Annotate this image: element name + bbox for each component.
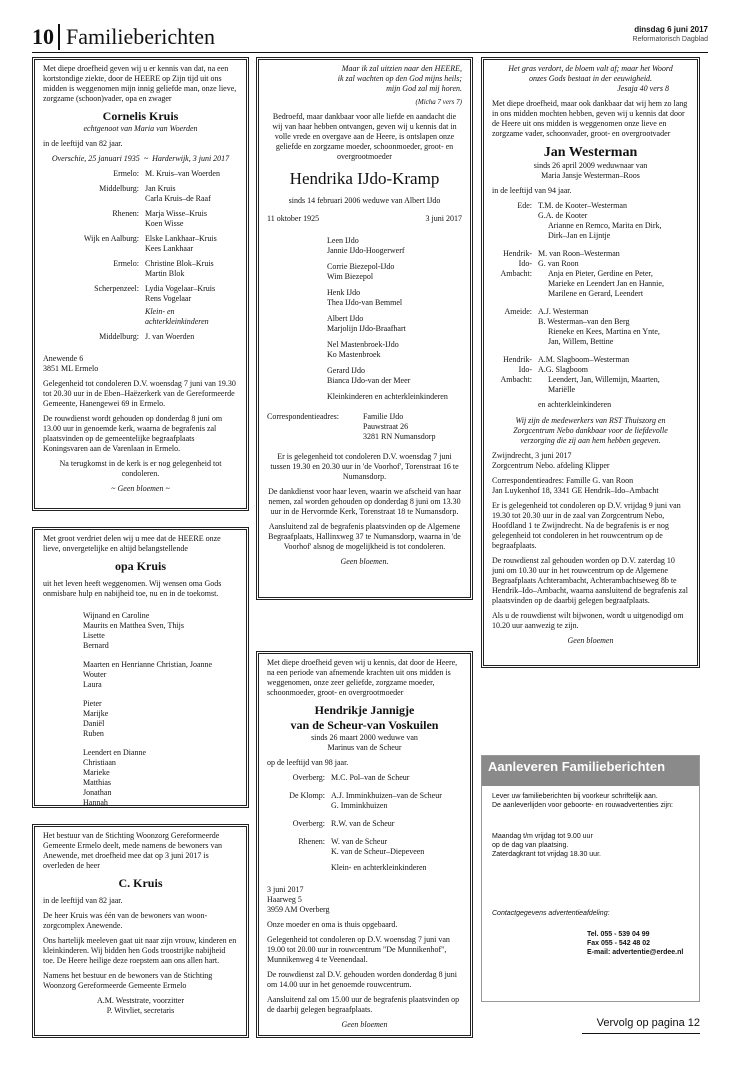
bible-verse: Het gras verdort, de bloem valt af; maar het Woord onzes Gods bestaat in der eeuwigheid. xyxy=(508,64,673,83)
flowers-note: Geen bloemen. xyxy=(340,557,389,566)
life-dates: 11 oktober 1925 3 juni 2017 xyxy=(267,214,462,223)
family-group: Leendert en Dianne Christiaan Marieke Matthias Jonathan Hannah xyxy=(83,748,147,807)
laid-out-line: Onze moeder en oma is thuis opgebaard. xyxy=(267,920,398,929)
family-entry: Overberg: M.C. Pol–van de Scheur xyxy=(292,773,410,782)
family-list xyxy=(267,773,462,873)
burial-text: Aansluitend zal de begrafenis plaatsvinden op de Algemene Begraafplaats, Hallinxweg 37 te Numansdorp, waarna in 'de Voorhof' alsnog de mogelijkheid is tot condoleren. xyxy=(268,522,461,551)
header-divider xyxy=(58,24,60,50)
deceased-name: opa Kruis xyxy=(114,559,166,573)
notice-c-kruis xyxy=(32,824,249,1038)
family-entry: Gerard IJdo Bianca IJdo-van der Meer xyxy=(327,366,411,385)
deceased-name: Jan Westerman xyxy=(543,145,638,160)
notice-text: Ons hartelijk meeleven gaat uit naar zijn vrouw, kinderen en kleinkinderen. Wij bidden hen Gods troostrijke nabijheid toe. De Heere heilige deze roepstem aan ons allen hart. xyxy=(43,936,237,965)
family-entry: Hendrik-Ido-Ambacht: A.M. Slagboom–Westerman A.G. Slagboom Leendert, Jan, Willemijn, Maarten, Mariëlle xyxy=(500,355,660,394)
condolence-text: Gelegenheid tot condoleren D.V. woensdag 7 juni van 19.30 tot 20.30 uur in de Eben–Haëzerkerk van de Gereformeerde Gemeente, Hanengewei 69 in Ermelo. xyxy=(43,379,236,408)
address: Anewende 6 3851 ML Ermelo xyxy=(43,354,99,373)
condolence-text: Gelegenheid tot condoleren op D.V. woensdag 7 juni van 19.00 tot 20.00 uur in rouwcentrum "De Munnikenhof", Munnikenweg 4 te Veenendaal. xyxy=(267,935,450,964)
contact-details xyxy=(492,930,689,957)
widow-line: sinds 26 maart 2000 weduwe van Marinus van de Scheur xyxy=(311,733,418,752)
header-rule xyxy=(32,52,708,53)
service-text: De rouwdienst wordt gehouden op donderdag 8 juni om 13.00 uur in genoemde kerk, waarna de begrafenis zal plaatsvinden op de gemeentelijke begraafplaats Koningsvaren aan de Varenlaan in Ermelo. xyxy=(43,414,223,453)
family-list xyxy=(267,236,462,402)
family-entry: Leen IJdo Jannie IJdo-Hoogerwerf xyxy=(327,236,405,255)
info-line: Lever uw familieberichten bij voorkeur schriftelijk aan. xyxy=(492,793,658,800)
family-entry: Rhenen: Marja Wisse–Kruis Koen Wisse xyxy=(112,209,207,228)
contact-heading: Contactgegevens advertentieafdeling: xyxy=(492,910,610,917)
notice-opa-kruis xyxy=(32,527,249,808)
grandchildren-list xyxy=(43,611,238,808)
grandchildren-line: Kleinkinderen en achterkleinkinderen xyxy=(327,392,448,401)
widower-line: sinds 26 april 2009 weduwnaar van Maria Jansje Westerman–Roos xyxy=(533,161,648,180)
deceased-name: C. Kruis xyxy=(118,876,163,890)
condolence-text: Er is gelegenheid tot condoleren op D.V. vrijdag 9 juni van 19.30 tot 20.30 uur in de zaal van Zorgcentrum Nebo, Hoofdland 1 te Zwijndrecht. Na de begrafenis is er nog gelegenheid tot condoleren in het rouwcentrum op de begraafplaats. xyxy=(492,501,681,550)
phone-number[interactable]: Tel. 055 - 539 04 99 xyxy=(587,931,650,938)
deadline-line: op de dag van plaatsing. xyxy=(492,842,569,849)
family-entry: Wijk en Aalburg: Elske Lankhaar–Kruis Kees Lankhaar xyxy=(83,234,217,253)
signatures: A.M. Weststrate, voorzitter P. Witvliet, secretaris xyxy=(97,996,184,1015)
widow-line: sinds 14 februari 2006 weduwe van Albert IJdo xyxy=(288,196,441,205)
family-list xyxy=(43,169,238,342)
flowers-note: ~ Geen bloemen ~ xyxy=(111,484,170,493)
notice-ijdo-kramp xyxy=(256,57,473,600)
notice-jan-westerman xyxy=(481,57,700,668)
correspondence-address: Correspondentieadres: Familie IJdo Pauwstraat 26 3281 RN Numansdorp xyxy=(267,412,436,441)
flowers-note: Geen bloemen xyxy=(567,636,614,645)
deceased-name-line2: van de Scheur-van Voskuilen xyxy=(290,718,439,732)
family-entry: Overberg: R.W. van de Scheur xyxy=(292,819,395,828)
spouse-line: echtgenoot van Maria van Woerden xyxy=(83,124,198,133)
notice-intro: Met groot verdriet delen wij u mee dat de HEERE onze lieve, onvergetelijke en altijd belangstellende xyxy=(43,534,221,553)
burial-text: Aansluitend zal om 15.00 uur de begrafenis plaatsvinden op de daarbij gelegen begraafplaats. xyxy=(267,995,460,1014)
verse-reference: Jesaja 40 vers 8 xyxy=(617,84,669,93)
deadline-line: Zaterdagkrant tot vrijdag 18.30 uur. xyxy=(492,851,601,858)
deadline-line: Maandag t/m vrijdag tot 9.00 uur xyxy=(492,833,593,840)
family-entry: Ermelo: Christine Blok–Kruis Martin Blok xyxy=(113,259,214,278)
family-entry: Corrie Biezepol-IJdo Wim Biezepol xyxy=(327,262,395,281)
notice-intro: Met diepe droefheid geven wij u kennis, dat door de Heere, na een periode van afnemende krachten uit ons midden is weggenomen, onze zeer geliefde, zorgzame moeder, schoonmoeder, groot- en overgrootmoeder xyxy=(267,658,458,697)
notice-intro: Met diepe droefheid geven wij u er kennis van dat, na een kortstondige ziekte, door de HEERE op Zijn tijd uit ons midden is weggenomen mijn innig geliefde man, onze lieve, zorgzame (schoon)vader, opa en zwager xyxy=(43,64,237,103)
info-box-body xyxy=(482,786,699,963)
bible-verse: Maar ik zal uitzien naar den HEERE, ik zal wachten op den God mijns heils; mijn God zal mij horen. xyxy=(337,64,462,93)
address: 3 juni 2017 Haarweg 5 3959 AM Overberg xyxy=(267,885,330,914)
page-number: 10 xyxy=(32,24,54,49)
info-box-title: Aanleveren Familieberichten xyxy=(482,756,699,786)
notice-van-voskuilen xyxy=(256,651,473,1038)
return-text: Na terugkomst in de kerk is er nog gelegenheid tot condoleren. xyxy=(59,459,222,478)
header-paper: Reformatorisch Dagblad xyxy=(632,36,708,43)
notice-intro: Bedroefd, maar dankbaar voor alle liefde en aandacht die wij van haar hebben ontvangen, geven wij u kennis dat in volle vrede en overgave aan de Heere, is ontslapen onze geliefde en zorgzame moeder, schoonmoeder, groot- en overgrootmoeder xyxy=(272,112,457,161)
verse-reference: (Micha 7 vers 7) xyxy=(415,98,462,106)
life-dates: Overschie, 25 januari 1935 ~ Harderwijk, 3 juni 2017 xyxy=(51,154,230,163)
notice-intro: Het bestuur van de Stichting Woonzorg Gereformeerde Gemeente Ermelo deelt, mede namens de bewoners van Anewende, met droefheid mee dat op 3 juni 2017 is overleden de heer xyxy=(43,831,223,870)
family-entry: Albert IJdo Marjolijn IJdo-Braafhart xyxy=(327,314,406,333)
footer-rule xyxy=(582,1033,700,1034)
age-line: in de leeftijd van 94 jaar. xyxy=(492,186,572,195)
family-group: Pieter Marijke Daniël Ruben xyxy=(83,699,109,738)
grandchildren-line: Klein- en achterkleinkinderen xyxy=(145,307,209,326)
notice-cornelis-kruis xyxy=(32,57,249,511)
family-entry: Middelburg: Jan Kruis Carla Kruis–de Raaf xyxy=(99,184,211,203)
notice-text: De heer Kruis was één van de bewoners van woon-zorgcomplex Anewende. xyxy=(43,911,208,930)
header-date: dinsdag 6 juni 2017 xyxy=(634,25,708,34)
family-entry: Rhenen: W. van de Scheur K. van de Scheur–Diepeveen xyxy=(298,837,425,856)
family-entry: Hendrik-Ido-Ambacht: M. van Roon–Westerman G. van Roon Anja en Pieter, Gerdine en Peter, Marieke en Leendert Jan en Hannie, Marilene en Gerard, Leendert xyxy=(500,249,664,298)
grandchildren-line: Klein- en achterkleinkinderen xyxy=(331,863,427,872)
family-entry: Ameide: A.J. Westerman B. Westerman–van den Berg Rieneke en Kees, Martina en Ynte, Jan, Willem, Bettine xyxy=(504,307,660,346)
service-text: De dankdienst voor haar leven, waarin we afscheid van haar nemen, zal worden gehouden op donderdag 8 juni om 13.30 uur in de Hervormde Kerk, Torenstraat 18 te Numansdorp. xyxy=(268,487,461,516)
place-date: Zwijndrecht, 3 juni 2017 Zorgcentrum Nebo. afdeling Klipper xyxy=(492,451,610,470)
attendance-text: Als u de rouwdienst wilt bijwonen, wordt u uitgenodigd om 10.20 uur aanwezig te zijn. xyxy=(492,611,684,630)
notice-text: uit het leven heeft weggenomen. Wij wensen oma Gods onmisbare hulp en nabijheid toe, nu en in de toekomst. xyxy=(43,579,222,598)
family-entry: Scherpenzeel: Lydia Vogelaar–Kruis Rens Vogelaar xyxy=(94,284,216,303)
info-line: De aanleverlijden voor geboorte- en rouwadvertenties zijn: xyxy=(492,802,673,809)
deceased-name: Cornelis Kruis xyxy=(102,109,179,123)
deceased-name: Hendrika IJdo-Kramp xyxy=(289,169,440,188)
condolence-text: Er is gelegenheid tot condoleren D.V. woensdag 7 juni tussen 19.30 en 20.30 uur in 'de Voorhof', Torenstraat 16 te Numansdorp. xyxy=(270,452,459,481)
family-group: Maarten en Henrianne Christian, Joanne Wouter Laura xyxy=(83,660,213,689)
deceased-name-line1: Hendrikje Jannigje xyxy=(314,703,415,717)
grandchildren-line: en achterkleinkinderen xyxy=(538,400,612,409)
email-address[interactable]: E-mail: advertentie@erdee.nl xyxy=(587,949,684,956)
family-entry: Nel Mastenbroek-IJdo Ko Mastenbroek xyxy=(327,340,399,359)
age-line: in de leeftijd van 82 jaar. xyxy=(43,139,123,148)
family-list xyxy=(492,201,689,410)
family-entry: De Klomp: A.J. Imminkhuizen–van de Scheur G. Imminkhuizen xyxy=(289,791,442,810)
family-entry: Middelburg: J. van Woerden xyxy=(99,332,195,341)
correspondence-address: Correspondentieadres: Famille G. van Roon Jan Luykenhof 18, 3341 GE Hendrik–Ido–Ambacht xyxy=(492,476,659,495)
continued-on-page[interactable]: Vervolg op pagina 12 xyxy=(596,1017,700,1029)
notice-text: Namens het bestuur en de bewoners van de Stichting Woonzorg Gereformeerde Gemeente Ermelo xyxy=(43,971,213,990)
family-entry: Ede: T.M. de Kooter–Westerman G.A. de Kooter Arianne en Remco, Marita en Dirk, Dirk–Jan en Lijntje xyxy=(517,201,662,240)
thanks-text: Wij zijn de medewerkers van RST Thuiszorg en Zorgcentrum Nebo dankbaar voor de liefdevolle verzorging die zij aan hem hebben gegeven. xyxy=(513,416,668,445)
service-text: De rouwdienst zal D.V. gehouden worden donderdag 8 juni om 14.00 uur in het genoemde rouwcentrum. xyxy=(267,970,458,989)
age-line: op de leeftijd van 98 jaar. xyxy=(267,758,349,767)
age-line: in de leeftijd van 82 jaar. xyxy=(43,896,123,905)
info-box-aanleveren xyxy=(481,755,700,1002)
service-text: De rouwdienst zal gehouden worden op D.V. zaterdag 10 juni om 10.30 uur in het rouwcentrum op de Algemene Begraafplaats Achterambacht, Achterambachtseweg 8b te Hendrik–Ido–Ambacht, waarna aansluitend de begrafenis zal plaatsvinden op de daarbij gelegen begraafplaats. xyxy=(492,556,688,605)
family-entry: Ermelo: M. Kruis–van Woerden xyxy=(113,169,220,178)
family-group: Wijnand en Caroline Maurits en Matthea Sven, Thijs Lisette Bernard xyxy=(83,611,184,650)
flowers-note: Geen bloemen xyxy=(341,1020,388,1029)
notice-intro: Met diepe droefheid, maar ook dankbaar dat wij hem zo lang in ons midden mochten hebben, geven wij u kennis dat door de Heere uit ons midden is weggenomen onze lieve en zorgzame vader, schoonvader, groot- en overgrootvader xyxy=(492,99,688,138)
fax-number: Fax 055 - 542 48 02 xyxy=(587,940,651,947)
section-title: Familieberichten xyxy=(66,24,216,49)
family-entry: Henk IJdo Thea IJdo-van Bemmel xyxy=(327,288,403,307)
